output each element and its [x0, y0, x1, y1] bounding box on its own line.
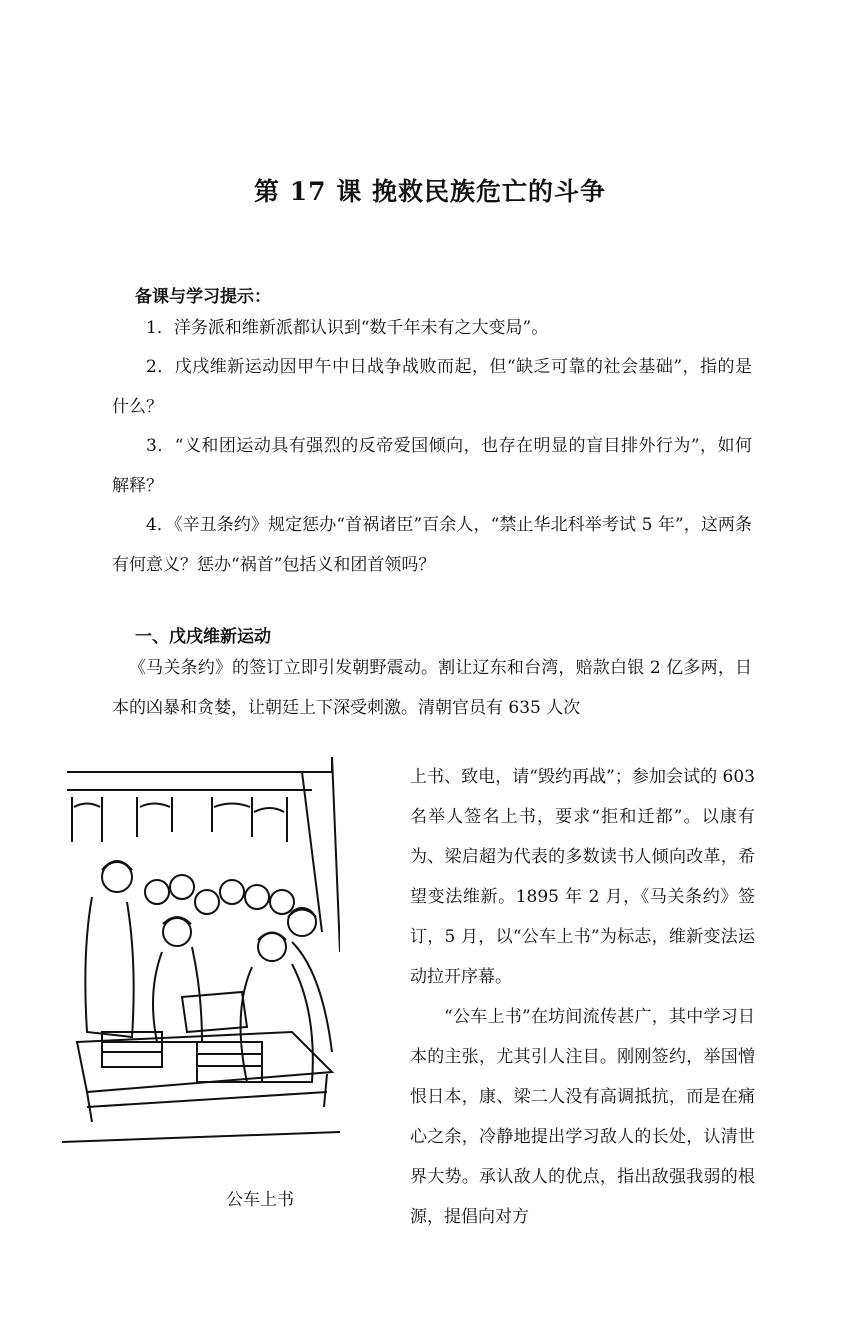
- imperial-examination-petition-illustration: [62, 752, 340, 1162]
- tip-item-2: 2．戊戌维新运动因甲午中日战争战败而起，但“缺乏可靠的社会基础”，指的是什么？: [112, 357, 752, 417]
- lesson-title: 第 17 课 挽救民族危亡的斗争: [254, 177, 606, 206]
- tip-item-1: 1．洋务派和维新派都认识到“数千年未有之大变局”。: [146, 318, 549, 338]
- tip-item-3: 3．“义和团运动具有强烈的反帝爱国倾向，也存在明显的盲目排外行为”，如何解释？: [112, 436, 752, 496]
- right-paragraph-2: “公车上书”在坊间流传甚广，其中学习日本的主张，尤其引人注目。刚刚签约，举国憎恨日本，康、梁二人没有高调抵抗，而是在痛心之余，冷静地提出学习敌人的长处，认清世界大势。承认敌人的优点，指出敌强我弱的根源，提倡向对方: [410, 1007, 755, 1227]
- section-heading: 一、戊戌维新运动: [135, 627, 271, 647]
- section-intro-paragraph: 《马关条约》的签订立即引发朝野震动。割让辽东和台湾，赔款白银 2 亿多两，日本的凶暴和贪婪，让朝廷上下深受刺激。清朝官员有 635 人次: [112, 658, 752, 718]
- figure-caption: 公车上书: [226, 1190, 294, 1210]
- right-column: [410, 757, 755, 1237]
- tip-item-4: 4．《辛丑条约》规定惩办“首祸诸臣”百余人，“禁止华北科举考试 5 年”，这两条有何意义？惩办“祸首”包括义和团首领吗？: [112, 515, 752, 575]
- tips-heading: 备课与学习提示：: [135, 287, 271, 307]
- right-paragraph-1: 上书、致电，请“毁约再战”；参加会试的 603 名举人签名上书，要求“拒和迁都”。以康有为、梁启超为代表的多数读书人倾向改革，希望变法维新。1895 年 2 月，《马关条约》签订，5 月，以“公车上书”为标志，维新变法运动拉开序幕。: [410, 767, 755, 987]
